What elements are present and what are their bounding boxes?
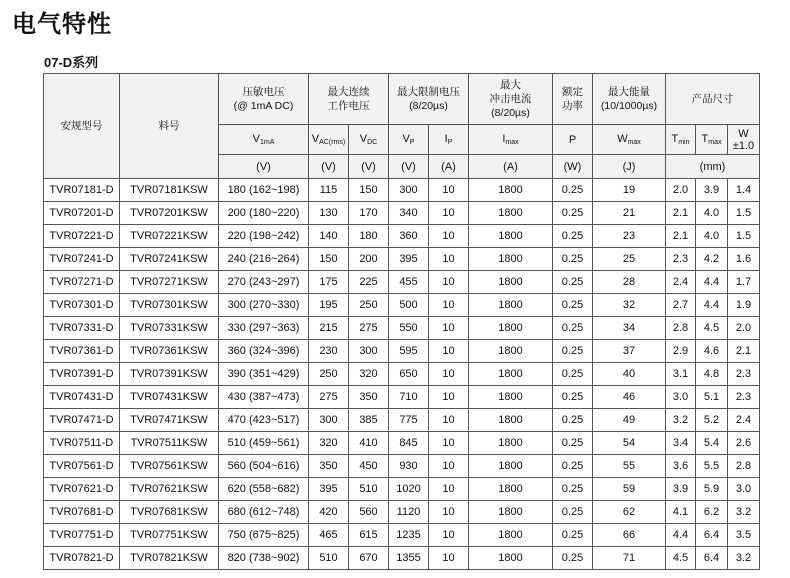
- cell-vp: 1020: [389, 478, 429, 501]
- cell-vdc: 670: [349, 547, 389, 570]
- cell-varistor-voltage: 430 (387~473): [219, 386, 309, 409]
- cell-tmax: 5.1: [696, 386, 728, 409]
- cell-tmax: 4.4: [696, 271, 728, 294]
- cell-varistor-voltage: 180 (162~198): [219, 179, 309, 202]
- cell-safety-model: TVR07821-D: [44, 547, 120, 570]
- cell-width: 3.0: [728, 478, 760, 501]
- table-row: [44, 294, 760, 317]
- cell-energy: 71: [593, 547, 666, 570]
- cell-vdc: 615: [349, 524, 389, 547]
- cell-part-number: TVR07681KSW: [120, 501, 219, 524]
- cell-tmin: 4.5: [666, 547, 696, 570]
- cell-part-number: TVR07511KSW: [120, 432, 219, 455]
- cell-safety-model: TVR07361-D: [44, 340, 120, 363]
- cell-vdc: 320: [349, 363, 389, 386]
- table-row: [44, 225, 760, 248]
- cell-tmin: 3.6: [666, 455, 696, 478]
- symbol-wmax: $W_{max}$: [593, 125, 666, 155]
- header-varistor-voltage: 压敏电压 (@ 1mA DC): [219, 74, 309, 125]
- cell-tmin: 3.1: [666, 363, 696, 386]
- cell-power: 0.25: [553, 524, 593, 547]
- cell-part-number: TVR07561KSW: [120, 455, 219, 478]
- cell-part-number: TVR07751KSW: [120, 524, 219, 547]
- header-rated-power: 额定 功率: [553, 74, 593, 125]
- cell-tmin: 2.8: [666, 317, 696, 340]
- cell-width: 3.5: [728, 524, 760, 547]
- cell-varistor-voltage: 510 (459~561): [219, 432, 309, 455]
- cell-part-number: TVR07361KSW: [120, 340, 219, 363]
- cell-imax: 1800: [469, 409, 553, 432]
- cell-ip: 10: [429, 271, 469, 294]
- cell-energy: 21: [593, 202, 666, 225]
- unit-wmax: (J): [593, 155, 666, 179]
- cell-vp: 1355: [389, 547, 429, 570]
- cell-energy: 34: [593, 317, 666, 340]
- cell-vp: 710: [389, 386, 429, 409]
- cell-part-number: TVR07241KSW: [120, 248, 219, 271]
- table-row: [44, 547, 760, 570]
- cell-vac: 115: [309, 179, 349, 202]
- cell-energy: 23: [593, 225, 666, 248]
- cell-energy: 62: [593, 501, 666, 524]
- cell-vp: 595: [389, 340, 429, 363]
- symbol-imax: $I_{max}$: [469, 125, 553, 155]
- cell-ip: 10: [429, 524, 469, 547]
- cell-tmin: 2.7: [666, 294, 696, 317]
- cell-safety-model: TVR07431-D: [44, 386, 120, 409]
- cell-vp: 550: [389, 317, 429, 340]
- cell-safety-model: TVR07181-D: [44, 179, 120, 202]
- cell-energy: 19: [593, 179, 666, 202]
- table-row: [44, 202, 760, 225]
- table-row: [44, 455, 760, 478]
- cell-width: 2.3: [728, 386, 760, 409]
- cell-width: 2.8: [728, 455, 760, 478]
- cell-vp: 455: [389, 271, 429, 294]
- cell-width: 1.4: [728, 179, 760, 202]
- unit-ip: (A): [429, 155, 469, 179]
- cell-varistor-voltage: 330 (297~363): [219, 317, 309, 340]
- cell-tmax: 4.4: [696, 294, 728, 317]
- table-row: [44, 340, 760, 363]
- cell-imax: 1800: [469, 524, 553, 547]
- cell-ip: 10: [429, 409, 469, 432]
- cell-vac: 300: [309, 409, 349, 432]
- cell-vac: 465: [309, 524, 349, 547]
- cell-vac: 195: [309, 294, 349, 317]
- cell-vac: 320: [309, 432, 349, 455]
- cell-tmin: 2.1: [666, 202, 696, 225]
- page-title: 电气特性: [12, 10, 112, 38]
- cell-tmax: 6.4: [696, 547, 728, 570]
- table-body: [44, 179, 760, 570]
- cell-width: 3.2: [728, 547, 760, 570]
- cell-safety-model: TVR07681-D: [44, 501, 120, 524]
- cell-tmin: 2.1: [666, 225, 696, 248]
- cell-tmin: 2.9: [666, 340, 696, 363]
- cell-vdc: 300: [349, 340, 389, 363]
- cell-vdc: 385: [349, 409, 389, 432]
- cell-tmin: 4.1: [666, 501, 696, 524]
- cell-tmax: 4.5: [696, 317, 728, 340]
- cell-safety-model: TVR07621-D: [44, 478, 120, 501]
- cell-ip: 10: [429, 501, 469, 524]
- cell-safety-model: TVR07471-D: [44, 409, 120, 432]
- cell-imax: 1800: [469, 317, 553, 340]
- cell-power: 0.25: [553, 225, 593, 248]
- header-max-energy: 最大能量 (10/1000µs): [593, 74, 666, 125]
- table-row: [44, 271, 760, 294]
- cell-width: 2.0: [728, 317, 760, 340]
- symbol-ip: $I_P$: [429, 125, 469, 155]
- cell-part-number: TVR07621KSW: [120, 478, 219, 501]
- cell-tmin: 2.4: [666, 271, 696, 294]
- cell-imax: 1800: [469, 547, 553, 570]
- symbol-tmin: $T_{min}$: [666, 125, 696, 155]
- cell-vdc: 410: [349, 432, 389, 455]
- cell-tmax: 5.2: [696, 409, 728, 432]
- cell-vp: 845: [389, 432, 429, 455]
- cell-energy: 32: [593, 294, 666, 317]
- cell-ip: 10: [429, 363, 469, 386]
- cell-tmax: 5.5: [696, 455, 728, 478]
- cell-vac: 130: [309, 202, 349, 225]
- cell-vdc: 560: [349, 501, 389, 524]
- cell-varistor-voltage: 220 (198~242): [219, 225, 309, 248]
- cell-varistor-voltage: 680 (612~748): [219, 501, 309, 524]
- cell-power: 0.25: [553, 271, 593, 294]
- cell-ip: 10: [429, 317, 469, 340]
- cell-vdc: 250: [349, 294, 389, 317]
- cell-vac: 395: [309, 478, 349, 501]
- unit-dimensions: (mm): [666, 155, 760, 179]
- cell-tmax: 4.0: [696, 225, 728, 248]
- cell-part-number: TVR07301KSW: [120, 294, 219, 317]
- cell-energy: 25: [593, 248, 666, 271]
- unit-v1ma: (V): [219, 155, 309, 179]
- cell-tmin: 2.0: [666, 179, 696, 202]
- cell-tmax: 5.4: [696, 432, 728, 455]
- cell-energy: 55: [593, 455, 666, 478]
- cell-safety-model: TVR07201-D: [44, 202, 120, 225]
- cell-vac: 230: [309, 340, 349, 363]
- cell-width: 2.4: [728, 409, 760, 432]
- table-row: [44, 317, 760, 340]
- cell-ip: 10: [429, 432, 469, 455]
- cell-vdc: 510: [349, 478, 389, 501]
- cell-imax: 1800: [469, 363, 553, 386]
- cell-energy: 40: [593, 363, 666, 386]
- cell-width: 1.9: [728, 294, 760, 317]
- series-title: 07-D系列: [44, 55, 99, 70]
- cell-power: 0.25: [553, 202, 593, 225]
- table-row: [44, 248, 760, 271]
- cell-safety-model: TVR07391-D: [44, 363, 120, 386]
- cell-power: 0.25: [553, 363, 593, 386]
- cell-vac: 250: [309, 363, 349, 386]
- cell-safety-model: TVR07561-D: [44, 455, 120, 478]
- cell-part-number: TVR07181KSW: [120, 179, 219, 202]
- header-part-number: 料号: [120, 74, 219, 179]
- header-max-clamping-voltage: 最大限制电压 (8/20µs): [389, 74, 469, 125]
- cell-energy: 49: [593, 409, 666, 432]
- cell-varistor-voltage: 270 (243~297): [219, 271, 309, 294]
- cell-power: 0.25: [553, 455, 593, 478]
- cell-vac: 510: [309, 547, 349, 570]
- cell-tmax: 4.0: [696, 202, 728, 225]
- symbol-tmax: $T_{max}$: [696, 125, 728, 155]
- cell-vp: 340: [389, 202, 429, 225]
- cell-power: 0.25: [553, 317, 593, 340]
- cell-vdc: 150: [349, 179, 389, 202]
- cell-ip: 10: [429, 340, 469, 363]
- cell-vp: 1235: [389, 524, 429, 547]
- cell-varistor-voltage: 300 (270~330): [219, 294, 309, 317]
- cell-vdc: 225: [349, 271, 389, 294]
- cell-safety-model: TVR07331-D: [44, 317, 120, 340]
- table-row: [44, 363, 760, 386]
- cell-part-number: TVR07391KSW: [120, 363, 219, 386]
- cell-power: 0.25: [553, 248, 593, 271]
- cell-safety-model: TVR07511-D: [44, 432, 120, 455]
- table-row: [44, 179, 760, 202]
- cell-imax: 1800: [469, 271, 553, 294]
- cell-varistor-voltage: 470 (423~517): [219, 409, 309, 432]
- cell-ip: 10: [429, 225, 469, 248]
- cell-part-number: TVR07201KSW: [120, 202, 219, 225]
- table-row: [44, 478, 760, 501]
- cell-varistor-voltage: 620 (558~682): [219, 478, 309, 501]
- cell-vdc: 450: [349, 455, 389, 478]
- cell-safety-model: TVR07301-D: [44, 294, 120, 317]
- cell-energy: 66: [593, 524, 666, 547]
- cell-power: 0.25: [553, 409, 593, 432]
- cell-vdc: 350: [349, 386, 389, 409]
- cell-varistor-voltage: 240 (216~264): [219, 248, 309, 271]
- cell-imax: 1800: [469, 202, 553, 225]
- cell-varistor-voltage: 560 (504~616): [219, 455, 309, 478]
- symbol-v1ma: $V_{1mA}$: [219, 125, 309, 155]
- cell-part-number: TVR07331KSW: [120, 317, 219, 340]
- cell-ip: 10: [429, 202, 469, 225]
- cell-power: 0.25: [553, 432, 593, 455]
- cell-vp: 360: [389, 225, 429, 248]
- unit-vdc: (V): [349, 155, 389, 179]
- cell-vac: 350: [309, 455, 349, 478]
- cell-width: 1.7: [728, 271, 760, 294]
- cell-energy: 59: [593, 478, 666, 501]
- symbol-w: W ±1.0: [728, 125, 760, 155]
- cell-imax: 1800: [469, 225, 553, 248]
- cell-tmin: 3.2: [666, 409, 696, 432]
- cell-vp: 395: [389, 248, 429, 271]
- cell-part-number: TVR07221KSW: [120, 225, 219, 248]
- cell-safety-model: TVR07751-D: [44, 524, 120, 547]
- cell-width: 2.1: [728, 340, 760, 363]
- cell-vac: 420: [309, 501, 349, 524]
- cell-varistor-voltage: 360 (324~396): [219, 340, 309, 363]
- cell-tmin: 3.9: [666, 478, 696, 501]
- cell-safety-model: TVR07241-D: [44, 248, 120, 271]
- header-dimensions: 产品尺寸: [666, 74, 760, 125]
- cell-vp: 300: [389, 179, 429, 202]
- table-row: [44, 432, 760, 455]
- cell-tmin: 2.3: [666, 248, 696, 271]
- header-max-surge-current: 最大 冲击电流 (8/20µs): [469, 74, 553, 125]
- cell-power: 0.25: [553, 478, 593, 501]
- cell-power: 0.25: [553, 501, 593, 524]
- unit-imax: (A): [469, 155, 553, 179]
- cell-tmax: 3.9: [696, 179, 728, 202]
- table-row: [44, 409, 760, 432]
- table-row: [44, 501, 760, 524]
- cell-vac: 275: [309, 386, 349, 409]
- cell-tmax: 6.2: [696, 501, 728, 524]
- header-max-continuous-voltage: 最大连续 工作电压: [309, 74, 389, 125]
- table-row: [44, 386, 760, 409]
- cell-tmax: 5.9: [696, 478, 728, 501]
- cell-energy: 37: [593, 340, 666, 363]
- cell-vac: 140: [309, 225, 349, 248]
- cell-imax: 1800: [469, 432, 553, 455]
- cell-imax: 1800: [469, 478, 553, 501]
- unit-vac: (V): [309, 155, 349, 179]
- cell-tmin: 3.0: [666, 386, 696, 409]
- cell-ip: 10: [429, 386, 469, 409]
- cell-ip: 10: [429, 547, 469, 570]
- header-safety-model: 安规型号: [44, 74, 120, 179]
- cell-part-number: TVR07471KSW: [120, 409, 219, 432]
- cell-tmax: 4.8: [696, 363, 728, 386]
- cell-tmax: 4.6: [696, 340, 728, 363]
- cell-power: 0.25: [553, 294, 593, 317]
- cell-vp: 930: [389, 455, 429, 478]
- cell-power: 0.25: [553, 340, 593, 363]
- cell-imax: 1800: [469, 455, 553, 478]
- cell-power: 0.25: [553, 179, 593, 202]
- electrical-characteristics-table: [43, 73, 760, 570]
- cell-ip: 10: [429, 179, 469, 202]
- unit-p: (W): [553, 155, 593, 179]
- cell-varistor-voltage: 200 (180~220): [219, 202, 309, 225]
- cell-width: 3.2: [728, 501, 760, 524]
- cell-imax: 1800: [469, 340, 553, 363]
- cell-energy: 28: [593, 271, 666, 294]
- table-row: [44, 524, 760, 547]
- cell-ip: 10: [429, 478, 469, 501]
- cell-varistor-voltage: 820 (738~902): [219, 547, 309, 570]
- cell-varistor-voltage: 750 (675~825): [219, 524, 309, 547]
- cell-safety-model: TVR07221-D: [44, 225, 120, 248]
- cell-vac: 175: [309, 271, 349, 294]
- cell-energy: 46: [593, 386, 666, 409]
- cell-imax: 1800: [469, 294, 553, 317]
- cell-width: 1.5: [728, 202, 760, 225]
- cell-part-number: TVR07271KSW: [120, 271, 219, 294]
- cell-width: 2.6: [728, 432, 760, 455]
- cell-imax: 1800: [469, 179, 553, 202]
- cell-tmin: 3.4: [666, 432, 696, 455]
- cell-energy: 54: [593, 432, 666, 455]
- cell-vac: 215: [309, 317, 349, 340]
- cell-vac: 150: [309, 248, 349, 271]
- cell-part-number: TVR07431KSW: [120, 386, 219, 409]
- symbol-vac: $V_{AC(rms)}$: [309, 125, 349, 155]
- cell-tmin: 4.4: [666, 524, 696, 547]
- cell-vp: 1120: [389, 501, 429, 524]
- cell-imax: 1800: [469, 248, 553, 271]
- cell-ip: 10: [429, 455, 469, 478]
- cell-width: 1.5: [728, 225, 760, 248]
- cell-vp: 775: [389, 409, 429, 432]
- cell-tmax: 4.2: [696, 248, 728, 271]
- cell-ip: 10: [429, 248, 469, 271]
- cell-imax: 1800: [469, 501, 553, 524]
- cell-part-number: TVR07821KSW: [120, 547, 219, 570]
- symbol-vp: $V_P$: [389, 125, 429, 155]
- cell-vp: 650: [389, 363, 429, 386]
- cell-vp: 500: [389, 294, 429, 317]
- symbol-p: P: [553, 125, 593, 155]
- cell-safety-model: TVR07271-D: [44, 271, 120, 294]
- symbol-vdc: $V_{DC}$: [349, 125, 389, 155]
- cell-vdc: 170: [349, 202, 389, 225]
- cell-vdc: 275: [349, 317, 389, 340]
- cell-width: 2.3: [728, 363, 760, 386]
- unit-vp: (V): [389, 155, 429, 179]
- cell-tmax: 6.4: [696, 524, 728, 547]
- cell-ip: 10: [429, 294, 469, 317]
- cell-vdc: 200: [349, 248, 389, 271]
- cell-width: 1.6: [728, 248, 760, 271]
- cell-vdc: 180: [349, 225, 389, 248]
- cell-imax: 1800: [469, 386, 553, 409]
- cell-power: 0.25: [553, 386, 593, 409]
- cell-power: 0.25: [553, 547, 593, 570]
- cell-varistor-voltage: 390 (351~429): [219, 363, 309, 386]
